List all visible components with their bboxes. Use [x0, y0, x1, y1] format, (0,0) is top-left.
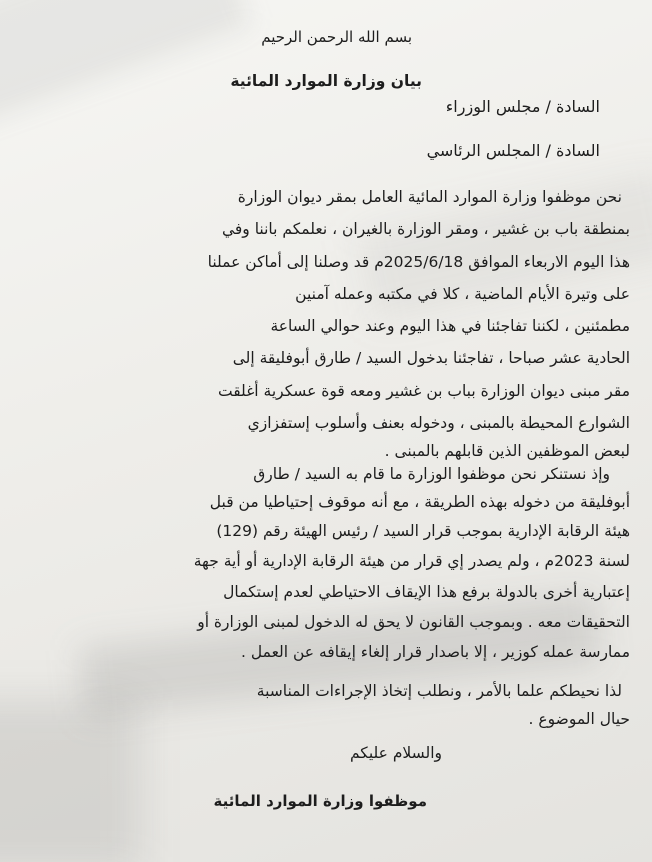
paragraph-2-line: وإذ نستنكر نحن موظفوا الوزارة ما قام به السيد / طارق	[253, 465, 610, 483]
letter-title: بيان وزارة الموارد المائية	[230, 72, 422, 90]
addressee-presidential-council: السادة / المجلس الرئاسي	[426, 141, 600, 160]
paragraph-3-line: حيال الموضوع .	[528, 710, 630, 728]
paragraph-2-line: هيئة الرقابة الإدارية بموجب قرار السيد / رئيس الهيئة رقم (129)	[216, 522, 630, 540]
paragraph-3-line: لذا نحيطكم علما بالأمر ، ونطلب إتخاذ الإجراءات المناسبة	[256, 682, 622, 700]
paragraph-2-line: إعتبارية أخرى بالدولة برفع هذا الإيقاف الاحتياطي لعدم إستكمال	[223, 583, 630, 601]
paragraph-1-line: لبعض الموظفين الذين قابلهم بالمبنى .	[384, 442, 630, 460]
paragraph-1-line: مقر مبنى ديوان الوزارة بباب بن غشير ومعه قوة عسكرية أغلقت	[218, 382, 630, 400]
paragraph-1-line: بمنطقة باب بن غشير ، ومقر الوزارة بالغيران ، نعلمكم باننا وفي	[221, 220, 630, 238]
paragraph-2-line: ممارسة عمله كوزير ، إلا باصدار قرار إلغاء إيقافه عن العمل .	[241, 643, 630, 661]
closing-greeting: والسلام عليكم	[349, 744, 442, 762]
paragraph-2-line: أبوفليقة من دخوله بهذه الطريقة ، مع أنه موقوف إحتياطيا من قبل	[209, 493, 630, 511]
shadow-overlay	[0, 0, 251, 128]
paragraph-1-line: مطمئنين ، لكننا تفاجئنا في هذا اليوم وعند حوالي الساعة	[270, 317, 630, 335]
addressee-cabinet: السادة / مجلس الوزراء	[445, 97, 600, 116]
signature: موظفوا وزارة الموارد المائية	[213, 792, 427, 810]
paragraph-1-line: الحادية عشر صباحا ، تفاجئنا بدخول السيد / طارق أبوفليقة إلى	[232, 349, 630, 367]
paragraph-1-line: الشوارع المحيطة بالمبنى ، ودخوله بعنف وأسلوب إستفزازي	[247, 414, 630, 432]
shadow-overlay	[0, 700, 140, 862]
paragraph-1-line: نحن موظفوا وزارة الموارد المائية العامل بمقر ديوان الوزارة	[237, 188, 622, 206]
paragraph-1-line: على وتيرة الأيام الماضية ، كلا في مكتبه وعمله آمنين	[295, 285, 630, 303]
paragraph-1-line: هذا اليوم الاربعاء الموافق 2025/6/18م قد وصلنا إلى أماكن عملنا	[207, 253, 630, 271]
paragraph-2-line: التحقيقات معه . وبموجب القانون لا يحق له الدخول لمبنى الوزارة أو	[197, 613, 630, 631]
basmala: بسم الله الرحمن الرحيم	[261, 28, 412, 46]
paragraph-2-line: لسنة 2023م ، ولم يصدر إي قرار من هيئة الرقابة الإدارية أو أية جهة	[193, 552, 630, 570]
